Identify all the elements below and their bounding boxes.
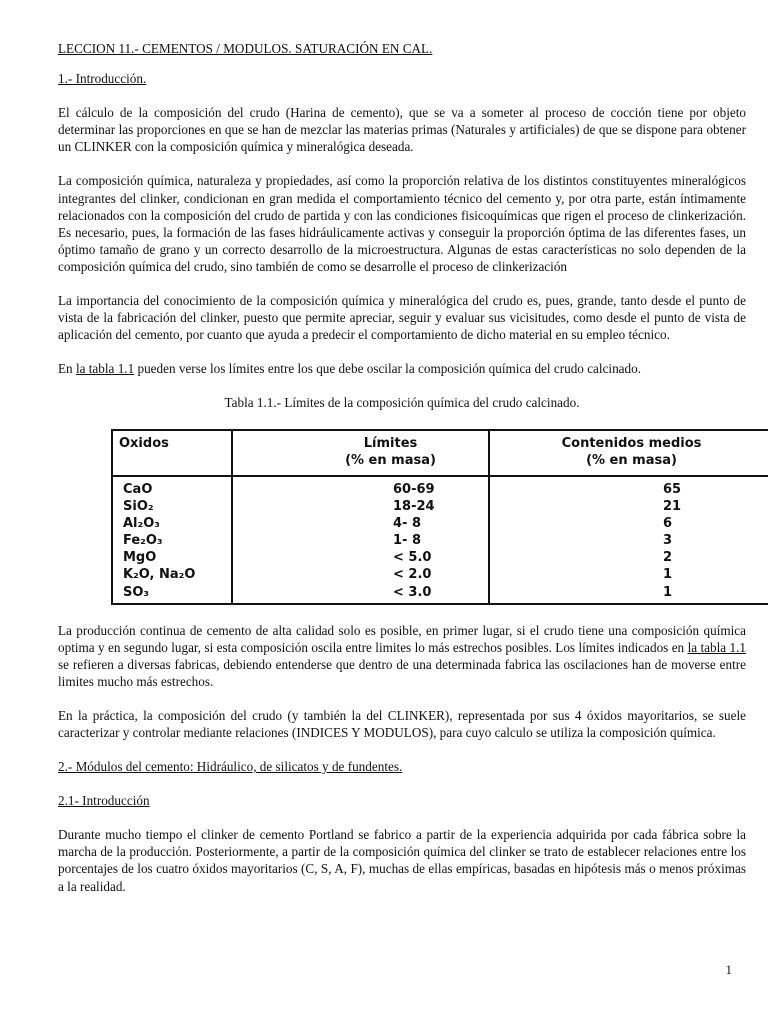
document-page [58, 40, 746, 895]
header-oxides: Oxidos [119, 435, 169, 451]
paragraph-4 [58, 360, 746, 377]
section-2-heading: 2.- Módulos del cemento: Hidráulico, de silicatos y de fundentes. [58, 759, 403, 775]
limit-cell: 1- 8 [393, 533, 422, 549]
mean-cell: 21 [663, 498, 682, 514]
p5-text-after: se refieren a diversas fabricas, debiendo entenderse que dentro de una determinada fabrica las oscilaciones han de moverse entre limites mucho más estrechos. [58, 656, 746, 689]
oxide-cell: SiO₂ [123, 498, 154, 514]
oxide-column [123, 481, 195, 601]
mean-cell: 3 [663, 533, 673, 549]
mean-cell: 1 [663, 584, 673, 600]
oxide-cell: CaO [123, 481, 153, 497]
table-reference-link[interactable]: la tabla 1.1 [687, 639, 746, 655]
mean-cell: 6 [663, 515, 673, 531]
composition-table-image [111, 429, 768, 609]
composition-table [111, 429, 768, 605]
oxide-cell: Fe₂O₃ [123, 533, 163, 549]
limit-cell: < 3.0 [393, 584, 432, 600]
oxide-cell: SO₃ [123, 584, 150, 600]
p4-text-before: En [58, 361, 76, 377]
oxide-cell: Al₂O₃ [123, 515, 160, 531]
limit-cell: < 2.0 [393, 567, 432, 583]
paragraph-2: La composición química, naturaleza y propiedades, así como la proporción relativa de los distintos constituyentes mineralógicos integrantes del clinker, condicionan en gran medida el comportamiento técnico del cemento y, por otra parte, están íntimamente relacionados con la composición del crudo de partida y con las condiciones fisicoquímicas que rigen el proceso de clinkerización. Es necesario, pues, la formación de las fases hidráulicamente activas y conseguir la proporción óptima de las diferentes fases, un óptimo tamaño de grano y un correcto desarrollo de la microestructura. Algunas de estas características no solo dependen de la composición química del crudo, sino también de como se desarrolle el proceso de clinkerización [58, 173, 746, 274]
limit-cell: 60-69 [393, 481, 435, 497]
paragraph-6: En la práctica, la composición del crudo (y también la del CLINKER), representada por sus 4 óxidos mayoritarios, se suele caracterizar y controlar mediante relaciones (INDICES Y MODULOS), para cuyo calculo se utiliza la composición química. [58, 707, 746, 740]
section-2-1-heading: 2.1- Introducción [58, 793, 150, 809]
section-1-heading: 1.- Introducción. [58, 71, 147, 87]
header-means-line1: Contenidos medios [561, 435, 702, 451]
limit-cell: 18-24 [393, 498, 435, 514]
limit-cell: < 5.0 [393, 550, 432, 566]
header-limits [233, 435, 488, 469]
limit-cell: 4- 8 [393, 515, 422, 531]
table-caption: Tabla 1.1.- Límites de la composición química del crudo calcinado. [224, 395, 580, 411]
mean-cell: 2 [663, 550, 673, 566]
table-reference-link[interactable]: la tabla 1.1 [75, 361, 135, 377]
paragraph-5 [58, 622, 746, 690]
p4-text-after: pueden verse los límites entre los que debe oscilar la composición química del crudo calcinado. [134, 361, 642, 377]
header-limits-line2: (% en masa) [345, 452, 436, 468]
means-column [663, 481, 681, 601]
p5-text-before: La producción continua de cemento de alta calidad solo es posible, en primer lugar, si el crudo tiene una composición química optima y en segundo lugar, si esta composición oscila entre limites lo más estrechos posibles. Los límites indicados en [58, 622, 746, 655]
oxide-cell: MgO [123, 550, 157, 566]
limits-column [393, 481, 435, 601]
paragraph-3: La importancia del conocimiento de la composición química y mineralógica del crudo es, pues, grande, tanto desde el punto de vista de la fabricación del clinker, puesto que permite apreciar, seguir y evaluar sus vicisitudes, como desde el punto de vista de aplicación del cemento, por cuanto que ayuda a predecir el comportamiento de dicho material en su empleo técnico. [58, 293, 746, 343]
mean-cell: 1 [663, 567, 673, 583]
header-means [490, 435, 768, 469]
oxide-cell: K₂O, Na₂O [123, 567, 196, 583]
page-number: 1 [725, 962, 732, 977]
paragraph-7: Durante mucho tiempo el clinker de cemento Portland se fabrico a partir de la experiencia adquirida por cada fábrica sobre la marcha de la producción. Posteriormente, a partir de la composición química del clinker se trato de establecer relaciones entre los porcentajes de los cuatro óxidos mayoritarios (C, S, A, F), muchas de ellas empíricas, basadas en hipótesis más o menos próximas a la realidad. [58, 827, 746, 894]
header-means-line2: (% en masa) [586, 452, 677, 468]
header-limits-line1: Límites [363, 435, 418, 451]
page-title: LECCION 11.- CEMENTOS / MODULOS. SATURACIÓN EN CAL. [58, 41, 433, 56]
paragraph-1: El cálculo de la composición del crudo (Harina de cemento), que se va a someter al proceso de cocción tiene por objeto determinar las proporciones en que se han de mezclar las materias primas (Naturales y artificiales) de que se dispone para obtener un CLINKER con la composición química y mineralógica deseada. [58, 105, 746, 155]
mean-cell: 65 [663, 481, 682, 497]
